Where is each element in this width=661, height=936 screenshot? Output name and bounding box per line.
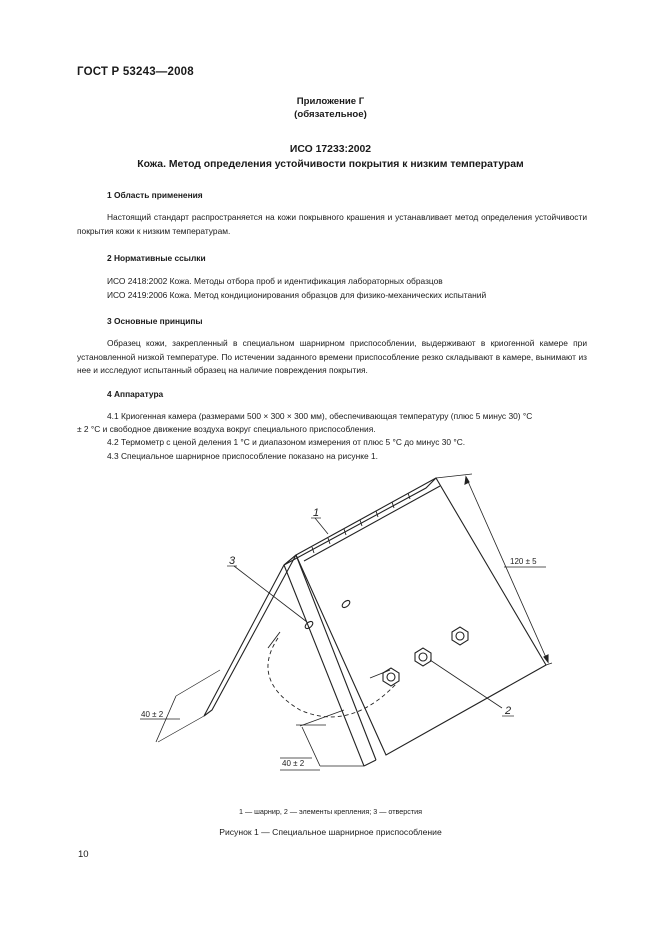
section-2-heading: 2 Нормативные ссылки — [107, 253, 206, 263]
left-plate — [204, 555, 296, 716]
nut-icon — [452, 627, 468, 645]
document-title: Кожа. Метод определения устойчивости покрытия к низким температурам — [137, 159, 524, 170]
callout-holes: 3 — [229, 555, 236, 567]
right-plate-front-edge — [296, 555, 376, 760]
leader-1 — [315, 518, 328, 534]
callout-fasteners: 2 — [505, 705, 512, 717]
section-3-heading: 3 Основные принципы — [107, 316, 203, 326]
section-1-text: Настоящий стандарт распространяется на кожи покрывного крашения и устанавливает метод определения устойчивости покрытия кожи к низким температурам. — [77, 212, 587, 236]
section-4-heading: 4 Аппаратура — [107, 389, 164, 399]
right-plate-front-edge-2 — [284, 565, 364, 766]
reference-iso-2419: ИСО 2419:2006 Кожа. Метод кондиционирования образцов для физико-механических испытаний — [107, 290, 487, 300]
dimension-left-width-label: 40 ± 2 — [141, 710, 164, 719]
item-4-1-line-2: ± 2 °С и свободное движение воздуха вокруг специального приспособления. — [77, 424, 376, 434]
annex-status: (обязательное) — [294, 109, 367, 120]
dimension-bottom-width-label: 40 ± 2 — [282, 759, 305, 768]
figure-legend: 1 — шарнир, 2 — элементы крепления; 3 — отверстия — [238, 807, 423, 816]
hinge-segments — [312, 493, 410, 553]
callout-hinge: 1 — [313, 507, 320, 519]
hinge-fixture-drawing — [100, 470, 570, 800]
annex-title: Приложение Г — [296, 96, 365, 107]
document-standard: ИСО 17233:2002 — [289, 144, 372, 155]
nut-icon — [415, 648, 431, 666]
page-number: 10 — [78, 849, 89, 860]
dimension-line-length — [466, 477, 548, 662]
item-4-1-line-1: 4.1 Криогенная камера (размерами 500 × 300 × 300 мм), обеспечивающая температуру (плюс 5 минус 30) °С — [107, 411, 533, 421]
hole-icon — [341, 599, 351, 609]
section-1-heading: 1 Область применения — [107, 190, 203, 200]
right-plate-top-edge — [304, 486, 440, 561]
nut-icon — [383, 668, 399, 686]
leader-2 — [430, 660, 502, 708]
hole-icon — [304, 620, 314, 630]
figure-caption: Рисунок 1 — Специальное шарнирное приспособление — [219, 827, 442, 837]
dimension-line-bottom-width — [302, 727, 320, 766]
item-4-3: 4.3 Специальное шарнирное приспособление показано на рисунке 1. — [107, 451, 378, 461]
item-4-2: 4.2 Термометр с ценой деления 1 °С и диапазоном измерения от плюс 5 °С до минус 30 °С. — [107, 437, 466, 447]
standard-code-header: ГОСТ Р 53243—2008 — [77, 66, 194, 78]
fold-arc — [268, 638, 396, 717]
dimension-length-label: 120 ± 5 — [510, 557, 537, 566]
section-3-text: Образец кожи, закрепленный в специальном шарнирном приспособлении, выдерживают в криогенной камере при установленной низкой температуре. По истечении заданного времени приспособление резко складывают в камере, вынимают из нее и исследуют испытанный образец на наличие повреждения покрытия. — [77, 338, 587, 375]
reference-iso-2418: ИСО 2418:2002 Кожа. Методы отбора проб и идентификация лабораторных образцов — [107, 276, 443, 286]
